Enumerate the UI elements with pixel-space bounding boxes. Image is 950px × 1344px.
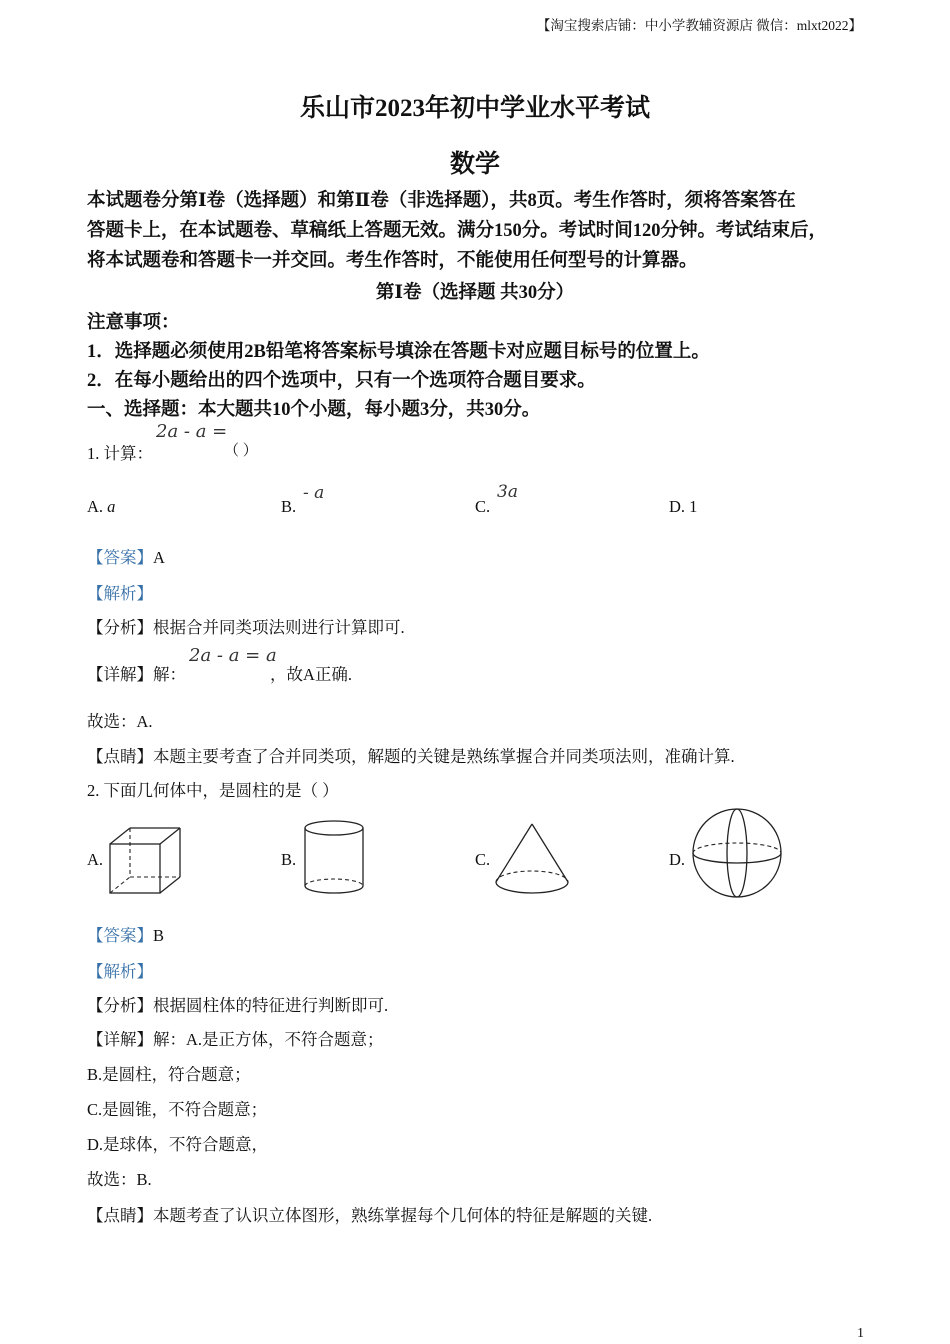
q1-analysis-tag: 【解析】: [87, 584, 153, 603]
q2-stem: 2. 下面几何体中，是圆柱的是（ ）: [87, 781, 339, 800]
option-label: B.: [281, 497, 297, 516]
exam-title: 乐山市2023年初中学业水平考试: [299, 95, 650, 122]
option-value: a: [107, 497, 116, 516]
q1-detail-prefix: 【详解】解：: [87, 665, 186, 684]
cube-icon: [106, 824, 186, 898]
q1-stem-expression: 2a - a =: [156, 421, 228, 442]
q2-analysis: 【分析】根据圆柱体的特征进行判断即可.: [87, 996, 389, 1015]
q1-detail-math: [189, 645, 277, 666]
intro-paragraph: [87, 186, 867, 276]
answer-tag: 【答案】: [87, 926, 153, 945]
answer-value: B: [153, 926, 165, 945]
q2-detail-line: B.是圆柱，符合题意；: [87, 1065, 251, 1084]
option-value: 1: [689, 497, 698, 516]
q2-comment: 【点睛】本题考查了认识立体图形，熟练掌握每个几何体的特征是解题的关键.: [87, 1206, 653, 1225]
q1-option-a: [87, 497, 115, 517]
detail-expression: 2a - a = a: [189, 645, 277, 666]
q2-detail-line: C.是圆锥，不符合题意；: [87, 1100, 268, 1119]
q1-detail-suffix: ，故A正确.: [270, 665, 353, 684]
q2-option-b-label: B.: [281, 850, 297, 869]
q1-option-d: [669, 497, 697, 517]
q2-option-d-label: D.: [669, 850, 686, 869]
option-label: A.: [87, 497, 104, 516]
intro-line: 将本试题卷和答题卡一并交回。考生作答时，不能使用任何型号的计算器。: [87, 251, 698, 271]
option-label: D.: [669, 497, 686, 516]
note-item: 1．选择题必须使用2B铅笔将答案标号填涂在答题卡对应题目标号的位置上。: [87, 342, 710, 362]
option-label: C.: [475, 497, 491, 516]
option-value: - a: [303, 483, 325, 503]
answer-tag: 【答案】: [87, 548, 153, 567]
intro-line: 答题卡上，在本试题卷、草稿纸上答题无效。满分150分。考试时间120分钟。考试结束后，: [87, 221, 828, 241]
q2-detail-line: 【详解】解：A.是正方体，不符合题意；: [87, 1030, 384, 1049]
q2-detail-line: 故选：B.: [87, 1170, 152, 1189]
page-number: 1: [857, 1326, 864, 1341]
q1-analysis: 【分析】根据合并同类项法则进行计算即可.: [87, 618, 405, 637]
intro-line: 本试题卷分第Ⅰ卷（选择题）和第Ⅱ卷（非选择题），共8页。考生作答时，须将答案答在: [87, 191, 796, 211]
q1-option-b: [281, 497, 296, 517]
q1-option-b-value: [303, 483, 324, 503]
q2-detail-line: D.是球体，不符合题意，: [87, 1135, 269, 1154]
sphere-icon: [689, 806, 785, 900]
q2-option-a-label: A.: [87, 850, 104, 869]
q1-option-c: [475, 497, 490, 517]
note-item: 2．在每小题给出的四个选项中，只有一个选项符合题目要求。: [87, 371, 596, 391]
answer-value: A: [153, 548, 165, 567]
part-title: 一、选择题：本大题共10个小题，每小题3分，共30分。: [87, 400, 541, 420]
q1-comment: 【点睛】本题主要考查了合并同类项，解题的关键是熟练掌握合并同类项法则，准确计算.: [87, 747, 735, 766]
q1-option-c-value: [497, 482, 518, 502]
q1-choose: 故选：A.: [87, 712, 153, 731]
cylinder-icon: [300, 818, 368, 898]
q2-answer: [87, 922, 164, 946]
header-note: 【淘宝搜索店铺：中小学教辅资源店 微信：mlxt2022】: [536, 18, 862, 33]
section-title: 第Ⅰ卷（选择题 共30分）: [375, 283, 575, 303]
q1-stem-paren: （ ）: [224, 443, 258, 459]
q1-stem-math: [156, 421, 227, 442]
option-value: 3a: [497, 482, 518, 502]
notes-title: 注意事项：: [87, 313, 180, 333]
cone-icon: [492, 820, 572, 898]
q1-stem-prefix: 1. 计算：: [87, 444, 153, 463]
subject-title: 数学: [449, 151, 500, 178]
q2-option-c-label: C.: [475, 850, 491, 869]
q2-analysis-tag: 【解析】: [87, 962, 153, 981]
q1-answer: [87, 544, 165, 568]
